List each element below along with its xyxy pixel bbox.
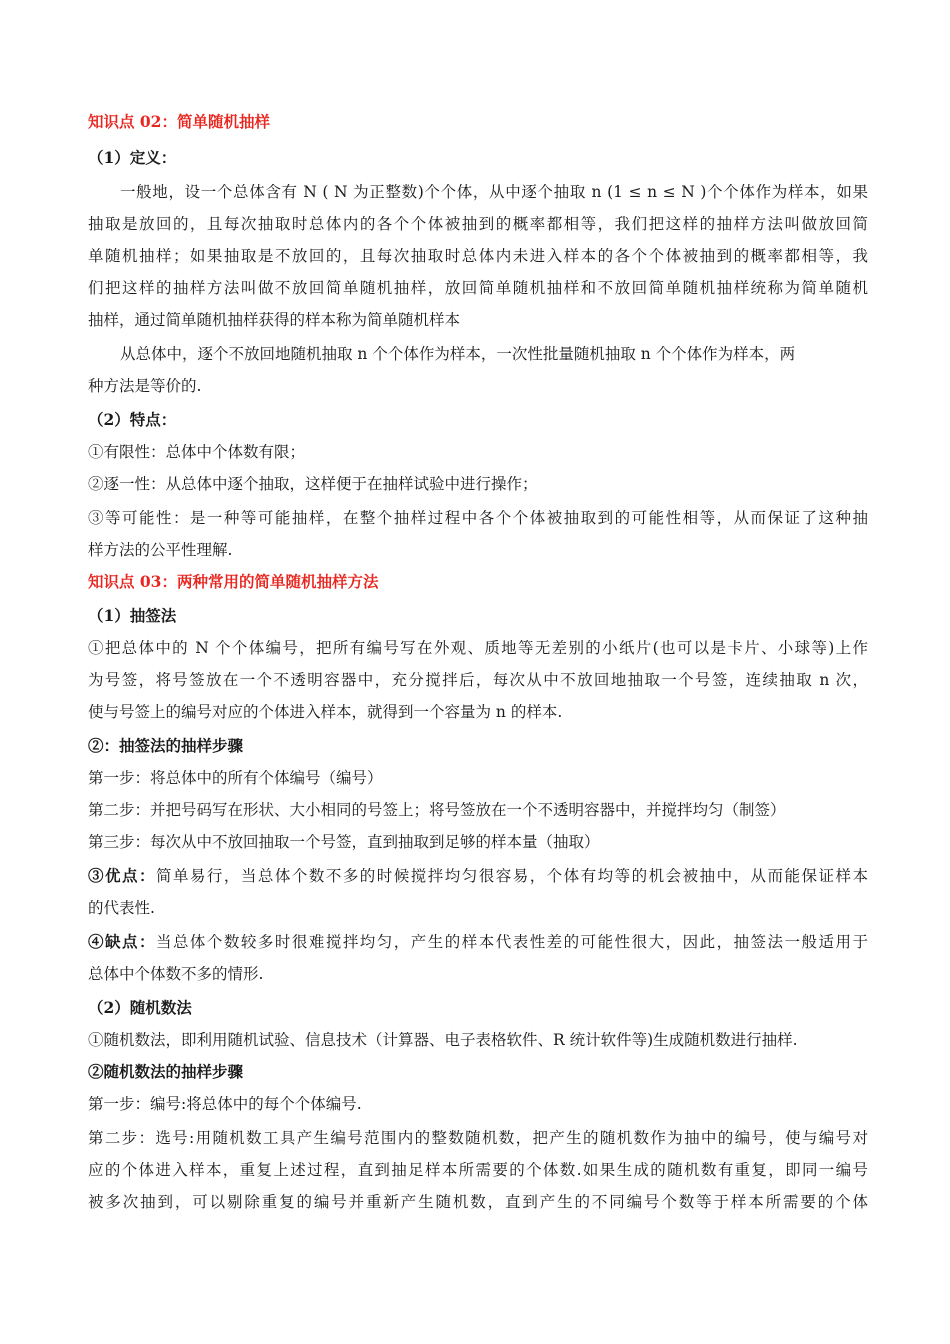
- definition-line-2: 抽取是放回的，且每次抽取时总体内的各个个体被抽到的概率都相等，我们把这样的抽样方法叫做放回简: [88, 215, 868, 233]
- disadvantage-label: ④缺点：: [88, 932, 156, 951]
- disadvantage-line-2: 总体中个体数不多的情形.: [88, 965, 264, 983]
- feature-one-by-one: ②逐一性：从总体中逐个抽取，这样便于在抽样试验中进行操作；: [88, 475, 538, 493]
- random-step-2-line-1: 第二步：选号:用随机数工具产生编号范围内的整数随机数，把产生的随机数作为抽中的编号，使与编号对: [88, 1129, 868, 1147]
- feature-equal-probability: ③等可能性：是一种等可能抽样，在整个抽样过程中各个个体被抽取到的可能性相等，从而保证了这种抽: [88, 509, 868, 527]
- random-number-definition: ①随机数法，即利用随机试验、信息技术（计算器、电子表格软件、R 统计软件等)生成随机数进行抽样.: [88, 1031, 798, 1049]
- equivalence-line-2: 种方法是等价的.: [88, 377, 202, 395]
- random-step-2-line-3: 被多次抽到，可以剔除重复的编号并重新产生随机数，直到产生的不同编号个数等于样本所需要的个体: [88, 1193, 868, 1211]
- definition-line-5: 抽样，通过简单随机抽样获得的样本称为简单随机样本: [88, 311, 461, 329]
- advantage-label: ③优点：: [88, 866, 156, 885]
- definition-line-1: 一般地，设一个总体含有 N ( N 为正整数)个个体，从中逐个抽取 n (1 ≤ n ≤ N )个个体作为样本，如果: [120, 183, 868, 201]
- section-title-kp03: 知识点 03：两种常用的简单随机抽样方法: [88, 572, 379, 591]
- random-step-2-line-2: 应的个体进入样本，重复上述过程，直到抽足样本所需要的个体数.如果生成的随机数有重复，即同一编号: [88, 1161, 868, 1179]
- lottery-step-3: 第三步：每次从中不放回抽取一个号签，直到抽取到足够的样本量（抽取）: [88, 833, 600, 851]
- lottery-label: （1）抽签法: [88, 606, 177, 625]
- lottery-line-1: ①把总体中的 N 个个体编号，把所有编号写在外观、质地等无差别的小纸片(也可以是卡片、小球等)上作: [88, 639, 868, 657]
- feature-equal-probability-cont: 样方法的公平性理解.: [88, 541, 233, 559]
- lottery-steps-label: ②：抽签法的抽样步骤: [88, 736, 244, 755]
- disadvantage-line-1: ④缺点：当总体个数较多时很难搅拌均匀，产生的样本代表性差的可能性很大，因此，抽签法一般适用于: [88, 932, 868, 951]
- random-step-1: 第一步：编号:将总体中的每个个体编号.: [88, 1095, 362, 1113]
- feature-finite: ①有限性：总体中个体数有限；: [88, 443, 306, 461]
- advantage-line-1: ③优点：简单易行，当总体个数不多的时候搅拌均匀很容易，个体有均等的机会被抽中，从而能保证样本: [88, 866, 868, 885]
- section-title-kp02: 知识点 02：简单随机抽样: [88, 112, 270, 131]
- random-number-label: （2）随机数法: [88, 998, 192, 1017]
- definition-label: （1）定义：: [88, 148, 177, 167]
- lottery-line-3: 使与号签上的编号对应的个体进入样本，就得到一个容量为 n 的样本.: [88, 703, 563, 721]
- features-label: （2）特点：: [88, 410, 177, 429]
- lottery-step-1: 第一步：将总体中的所有个体编号（编号）: [88, 769, 383, 787]
- definition-line-3: 单随机抽样；如果抽取是不放回的，且每次抽取时总体内未进入样本的各个个体被抽到的概率都相等，我: [88, 247, 868, 265]
- equivalence-line-1: 从总体中，逐个不放回地随机抽取 n 个个体作为样本，一次性批量随机抽取 n 个个体作为样本，两: [120, 345, 796, 363]
- advantage-line-2: 的代表性.: [88, 899, 155, 917]
- lottery-line-2: 为号签，将号签放在一个不透明容器中，充分搅拌后，每次从中不放回地抽取一个号签，连续抽取 n 次，: [88, 671, 868, 689]
- lottery-step-2: 第二步：并把号码写在形状、大小相同的号签上；将号签放在一个不透明容器中，并搅拌均匀（制签）: [88, 801, 786, 819]
- definition-line-4: 们把这样的抽样方法叫做不放回简单随机抽样，放回简单随机抽样和不放回简单随机抽样统称为简单随机: [88, 279, 868, 297]
- random-steps-label: ②随机数法的抽样步骤: [88, 1062, 244, 1081]
